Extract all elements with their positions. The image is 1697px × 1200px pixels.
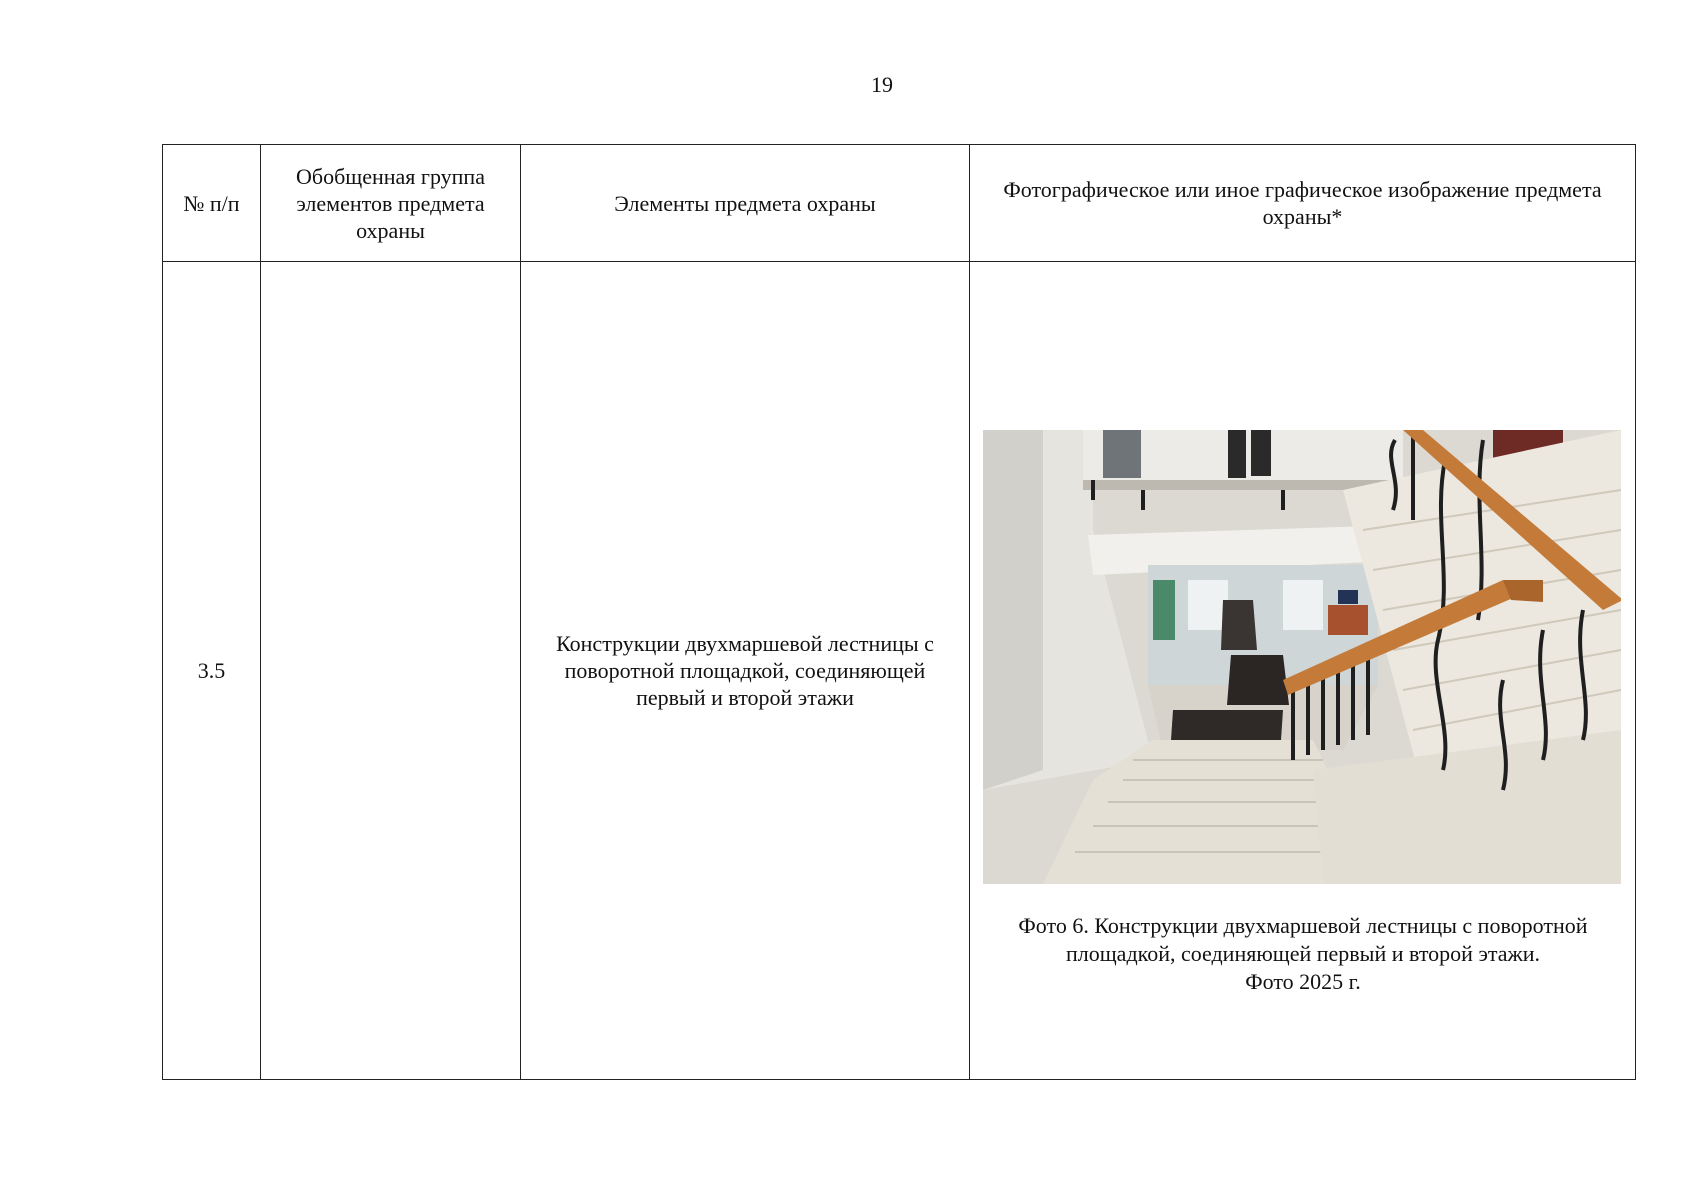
row-element: Конструкции двухмаршевой лестницы с поворотной площадкой, соединяющей первый и второй этажи	[521, 262, 970, 1080]
table-header-row	[163, 145, 1636, 262]
table-row	[163, 262, 1636, 1080]
row-number: 3.5	[163, 262, 261, 1080]
header-elements: Элементы предмета охраны	[521, 145, 970, 262]
row-photo-cell	[970, 262, 1636, 1080]
caption-line: Фото 2025 г.	[1245, 969, 1361, 994]
caption-line: Фото 6. Конструкции двухмаршевой лестницы с поворотной	[1018, 913, 1588, 938]
header-photo: Фотографическое или иное графическое изображение предмета охраны*	[970, 145, 1636, 262]
caption-line: площадкой, соединяющей первый и второй этажи.	[1065, 941, 1541, 966]
photo-caption	[970, 912, 1636, 996]
row-group	[261, 262, 521, 1080]
page-number: 19	[871, 72, 893, 97]
header-number: № п/п	[163, 145, 261, 262]
protection-subject-table	[162, 144, 1636, 1080]
staircase-photo	[983, 430, 1621, 884]
header-group: Обобщенная группа элементов предмета охраны	[261, 145, 521, 262]
